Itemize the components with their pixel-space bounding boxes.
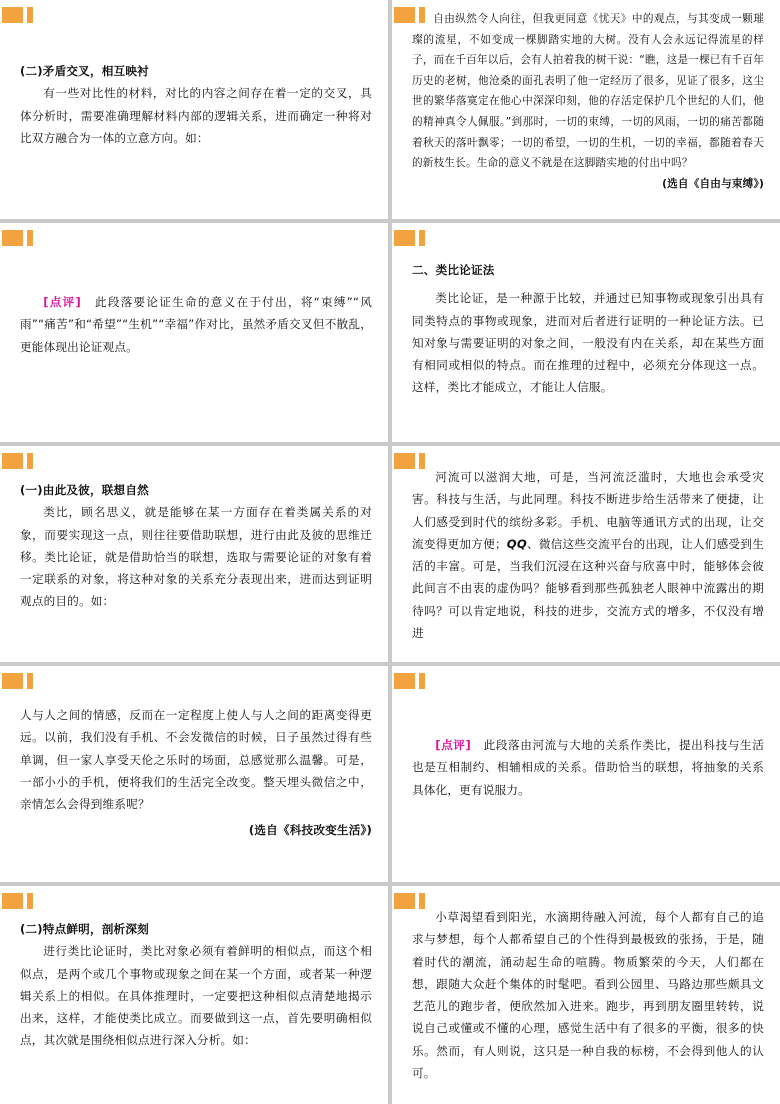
- logo-bars-icon: [394, 673, 428, 689]
- paragraph: 人与人之间的情感，反而在一定程度上使人与人之间的距离变得更远。以前，我们没有手机、不会发微信的时候，日子虽然过得有些单调，但一家人享受天伦之乐时的场面，总感觉那么温馨。可是，一部小小的手机，便将我们的生活完全改变。整天埋头微信之中，亲情怎么会得到维系呢？: [20, 708, 372, 812]
- paragraph: 有一些对比性的材料，对比的内容之间存在着一定的交叉，具体分析时，需要准确理解材料内部的逻辑关系，进而确定一种将对比双方融合为一体的立意方向。如：: [20, 86, 372, 145]
- paragraph: 类比论证，是一种源于比较，并通过已知事物或现象引出具有同类特点的事物或现象，进而对后者进行证明的一种论证方法。已知对象与需要证明的对象之间，一般没有内在关系，却在某些方面有相同或相似的特点。而在推理的过程中，必须充分体现这一点。这样，类比才能成立，才能让人信服。: [412, 291, 764, 395]
- slide-9-content: [20, 918, 372, 1052]
- slide-1-content: [20, 60, 372, 149]
- paragraph: 自由纵然令人向往，但我更同意《忧天》中的观点，与其变成一颗璀璨的流星，不如变成一棵脚踏实地的大树。没有人会永远记得流星的样子，而在千百年以后，会有人拍着我的树干说：“瞧，这是一棵已有千百年历史的老树，他沧桑的面孔表明了他一定经历了很多，见证了很多，这尘世的繁华落寞定在他心中深深印刻，他的存活定保护几个世纪的人们，他的精神真令人佩服。”到那时，一切的束缚，一切的风雨，一切的痛苦都随着秋天的落叶飘零；一切的希望，一切的生机，一切的幸福，都随着春天的新枝生长。生命的意义不就是在这脚踏实地的付出中吗？: [412, 13, 764, 170]
- slide-9: [0, 886, 388, 1104]
- paragraph-part-b: 、微信这些交流平台的出现，让人们感受到生活的丰富。可是，当我们沉浸在这种兴奋与欣喜中时，能够体会彼此间言不由衷的虚伪吗？能够看到那些孤独老人眼神中流露出的期待吗？可以肯定地说，科技的进步，交流方式的增多，不仅没有增进: [412, 536, 764, 641]
- commentary-text: 此段落由河流与大地的关系作类比，提出科技与生活也是互相制约、相辅相成的关系。借助恰当的联想，将抽象的关系具体化，更有说服力。: [412, 738, 764, 797]
- logo-bars-icon: [2, 7, 36, 23]
- slide-4: [392, 223, 780, 442]
- logo-bars-icon: [2, 893, 36, 909]
- slide-10: [392, 886, 780, 1104]
- section-heading: 二、类比论证法: [412, 263, 495, 277]
- paragraph: 小草渴望看到阳光，水滴期待融入河流，每个人都有自己的追求与梦想，每个人都希望自己的个性得到最极致的张扬，于是，随着时代的潮流，涌动起生命的喧腾。物质繁荣的今天，人们都在想，跟随大众赶个集体的时髦吧。看到公园里、马路边那些颇具文艺范儿的跑步者，便欣然加入进来。跑步，再到朋友圈里转转，说说自己或懂或不懂的心理，感觉生活中有了很多的平衡，很多的快乐。然而，有人则说，这只是一种自我的标榜，不会得到他人的认可。: [412, 910, 764, 1081]
- paragraph: [412, 466, 764, 644]
- logo-bars-icon: [2, 453, 36, 469]
- slide-7-content: [20, 704, 372, 842]
- slide-5-content: [20, 479, 372, 613]
- logo-bars-icon: [2, 673, 36, 689]
- paragraph: 进行类比论证时，类比对象必须有着鲜明的相似点，而这个相似点，是两个或几个事物或现象之间在某一个方面，或者某一种逻辑关系上的相似。在具体推理时，一定要把这种相似点清楚地揭示出来，这样，才能使类比成立。而要做到这一点，首先要明确相似点，其次就是围绕相似点进行深入分析。如：: [20, 944, 372, 1048]
- slide-10-content: [412, 906, 764, 1084]
- slide-4-content: [412, 259, 764, 399]
- section-heading: (一)由此及彼，联想自然: [20, 483, 149, 497]
- paragraph: 类比，顾名思义，就是能够在某一方面存在着类属关系的对象，而要实现这一点，则往往要借助联想，进行由此及彼的思维迁移。类比论证，就是借助恰当的联想，选取与需要论证的对象有着一定联系的对象，将这种对象的关系充分表现出来，进而达到证明观点的目的。如：: [20, 505, 372, 609]
- logo-bars-icon: [394, 230, 428, 246]
- slide-7: [0, 666, 388, 882]
- logo-bars-icon: [2, 230, 36, 246]
- slide-2-content: [412, 9, 764, 194]
- qq-term: QQ: [506, 536, 527, 551]
- slide-3-content: [20, 291, 372, 358]
- slide-8: [392, 666, 780, 882]
- commentary-tag: [点评]: [435, 738, 472, 752]
- commentary-paragraph: [412, 734, 764, 801]
- source-citation: (选自《自由与束缚》): [662, 177, 764, 190]
- slide-6: [392, 446, 780, 662]
- section-heading: (二)特点鲜明，剖析深刻: [20, 922, 149, 936]
- commentary-text: 此段落要论证生命的意义在于付出，将“束缚”“风雨”“痛苦”和“希望”“生机”“幸福”作对比，虽然矛盾交叉但不散乱，更能体现出论证观点。: [20, 295, 373, 354]
- slide-1: [0, 0, 388, 219]
- paragraph-part-a: 河流可以滋润大地，可是，当河流泛滥时，大地也会承受灾害。科技与生活，与此同理。科技不断进步给生活带来了便捷，让人们感受到时代的缤纷多彩。手机、电脑等通讯方式的出现，让交流变得更加方便；: [412, 470, 764, 551]
- commentary-tag: [点评]: [43, 295, 81, 309]
- slide-3: [0, 223, 388, 442]
- slide-8-content: [412, 734, 764, 801]
- slide-2: [392, 0, 780, 219]
- section-heading: (二)矛盾交叉，相互映衬: [20, 64, 149, 78]
- commentary-paragraph: [20, 291, 372, 358]
- slide-5: [0, 446, 388, 662]
- slide-6-content: [412, 466, 764, 644]
- source-citation: (选自《科技改变生活》): [248, 823, 372, 838]
